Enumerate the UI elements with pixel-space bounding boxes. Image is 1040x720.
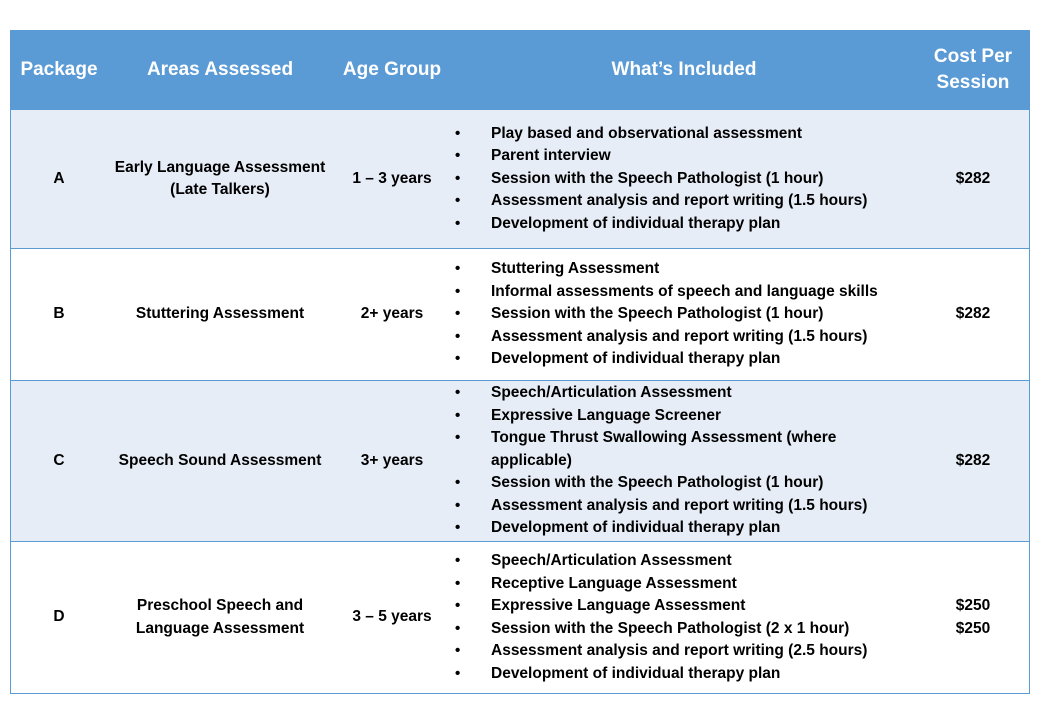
- table-row: [11, 541, 1029, 693]
- areas-assessed-cell: [107, 381, 333, 541]
- age-group-cell: 3 – 5 years: [352, 608, 432, 626]
- header-areas-assessed: Areas Assessed: [146, 59, 294, 80]
- whats-included-cell: [451, 381, 917, 541]
- list-item: • Play based and observational assessment: [455, 123, 867, 146]
- list-item: • Assessment analysis and report writing (1.5 hours): [455, 190, 867, 213]
- area-line: Speech Sound Assessment: [118, 451, 322, 469]
- package-cell: D: [53, 608, 65, 626]
- list-item: • Parent interview: [455, 145, 867, 168]
- header-age-group: Age Group: [342, 59, 442, 80]
- whats-included-cell: [451, 110, 917, 248]
- package-cell: C: [53, 451, 65, 469]
- age-group-cell: 3+ years: [360, 451, 424, 469]
- list-item: • Session with the Speech Pathologist (1 hour): [455, 303, 878, 326]
- list-item: • Assessment analysis and report writing (1.5 hours): [455, 495, 917, 518]
- cost-value: $282: [955, 305, 991, 323]
- header-cost-line1: Cost Per: [933, 46, 1013, 67]
- table-row: [11, 248, 1029, 380]
- header-package: Package: [20, 59, 98, 80]
- table-header-row: [11, 31, 1029, 109]
- age-group-cell: 2+ years: [360, 305, 424, 323]
- header-cost-line2: Session: [936, 72, 1010, 93]
- list-item: • Session with the Speech Pathologist (1 hour): [455, 472, 917, 495]
- list-item: • Development of individual therapy plan: [455, 663, 867, 686]
- area-line: Language Assessment: [135, 619, 305, 637]
- areas-assessed-cell: [107, 249, 333, 380]
- list-item: • Session with the Speech Pathologist (1 hour): [455, 168, 867, 191]
- area-line: Early Language Assessment: [114, 158, 326, 176]
- included-list: [455, 382, 917, 540]
- areas-assessed-cell: [107, 542, 333, 693]
- package-cell: A: [53, 169, 65, 187]
- list-item: • Stuttering Assessment: [455, 258, 878, 281]
- included-list: [455, 550, 867, 685]
- whats-included-cell: [451, 542, 917, 693]
- list-item: • Assessment analysis and report writing (2.5 hours): [455, 640, 867, 663]
- list-item: • Session with the Speech Pathologist (2 x 1 hour): [455, 618, 867, 641]
- list-item: • Expressive Language Assessment: [455, 595, 867, 618]
- cost-cell: [917, 381, 1029, 541]
- list-item: • Informal assessments of speech and language skills: [455, 281, 878, 304]
- included-list: [455, 123, 867, 236]
- list-item: • Development of individual therapy plan: [455, 517, 917, 540]
- list-item: • Speech/Articulation Assessment: [455, 382, 917, 405]
- list-item: • Tongue Thrust Swallowing Assessment (where applicable): [455, 427, 917, 472]
- header-whats-included: What’s Included: [611, 59, 757, 80]
- table-row: [11, 380, 1029, 541]
- whats-included-cell: [451, 249, 917, 380]
- cost-value: $282: [955, 169, 991, 187]
- area-line: Stuttering Assessment: [135, 305, 305, 323]
- age-group-cell: 1 – 3 years: [352, 169, 432, 187]
- cost-cell: [917, 542, 1029, 693]
- list-item: • Receptive Language Assessment: [455, 573, 867, 596]
- cost-cell: [917, 249, 1029, 380]
- area-line: (Late Talkers): [170, 181, 270, 198]
- header-cost-per-session: [917, 31, 1029, 109]
- list-item: • Speech/Articulation Assessment: [455, 550, 867, 573]
- cost-value: $282: [955, 451, 991, 469]
- cost-value: $250: [955, 597, 991, 614]
- package-cell: B: [53, 305, 65, 323]
- cost-cell: [917, 110, 1029, 248]
- list-item: • Assessment analysis and report writing (1.5 hours): [455, 326, 878, 349]
- areas-assessed-cell: [107, 110, 333, 248]
- table-row: [11, 109, 1029, 248]
- list-item: • Development of individual therapy plan: [455, 348, 878, 371]
- list-item: • Development of individual therapy plan: [455, 213, 867, 236]
- included-list: [455, 258, 878, 371]
- area-line: Preschool Speech and: [136, 597, 304, 614]
- list-item: • Expressive Language Screener: [455, 405, 917, 428]
- cost-value: $250: [955, 619, 991, 637]
- assessment-packages-table: [10, 30, 1030, 694]
